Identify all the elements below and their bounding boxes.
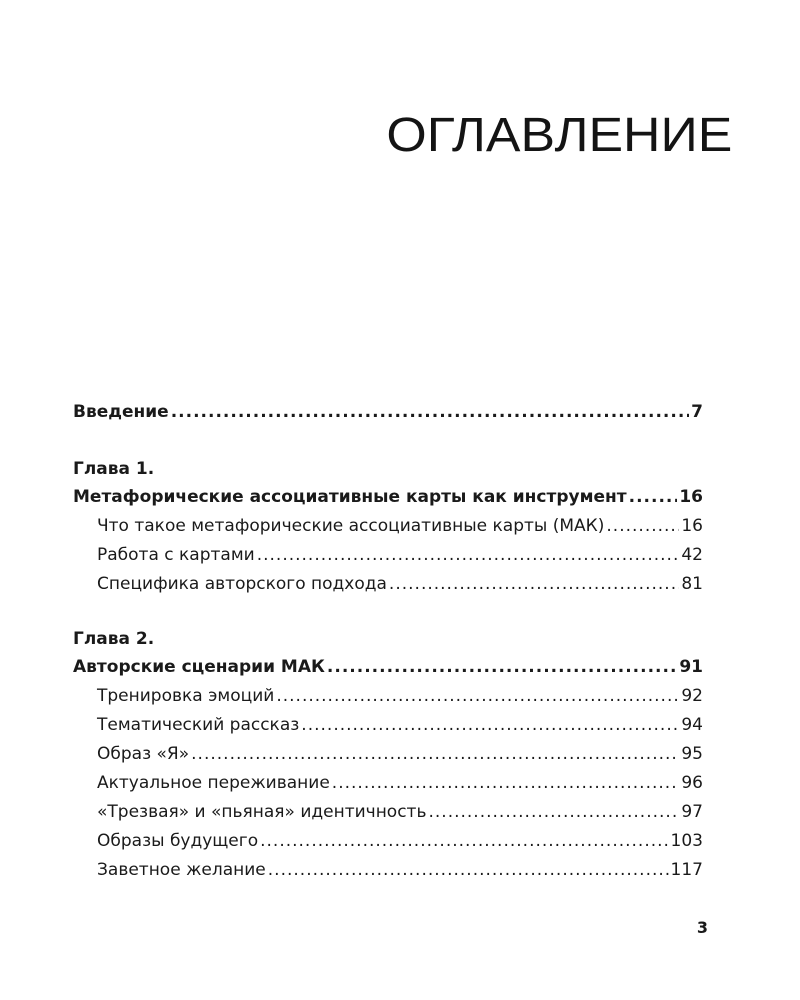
chapter-heading: Глава 1. [73,459,155,479]
toc-entry-page: 16 [681,516,703,536]
toc-entry-section[interactable] [73,711,703,740]
page-number: 3 [696,918,708,937]
toc-entry-page: 103 [670,831,703,851]
toc-entry-label: Заветное желание [97,860,266,880]
toc-entry-page: 92 [681,686,703,706]
toc-entry-section[interactable] [73,740,703,769]
chapter-heading: Глава 2. [73,629,155,649]
spacer [73,427,703,455]
toc-entry-section[interactable] [73,541,703,570]
toc-entry-label: Что такое метафорические ассоциативные карты (МАК) [97,516,605,536]
toc-entry-chapter-1[interactable] [73,483,703,512]
toc-entry-section[interactable] [73,682,703,711]
toc-entry-section[interactable] [73,856,703,885]
toc-entry-page: 95 [681,744,703,764]
dot-leader [301,711,679,740]
dot-leader [171,398,689,427]
toc-entry-section[interactable] [73,798,703,827]
toc-entry-label: Тематический рассказ [97,715,300,735]
toc-entry-label: Метафорические ассоциативные карты как инструмент [73,487,627,507]
toc-entry-intro[interactable] [73,398,703,427]
page-title: ОГЛАВЛЕНИЕ [386,109,732,162]
toc-entry-label: Работа с картами [97,545,255,565]
toc-entry-label: Авторские сценарии МАК [73,657,325,677]
toc-entry-page: 16 [679,487,703,507]
toc-entry-page: 42 [681,545,703,565]
toc-entry-label: Тренировка эмоций [97,686,275,706]
dot-leader [260,827,668,856]
toc-entry-page: 91 [679,657,703,677]
dot-leader [389,570,679,599]
spacer [73,599,703,625]
toc-entry-label: Введение [73,402,169,422]
dot-leader [428,798,679,827]
toc-entry-page: 117 [670,860,703,880]
dot-leader [268,856,669,885]
dot-leader [257,541,680,570]
toc-entry-section[interactable] [73,827,703,856]
dot-leader [276,682,679,711]
toc-entry-label: Специфика авторского подхода [97,574,387,594]
dot-leader [191,740,679,769]
dot-leader [629,483,678,512]
dot-leader [606,512,679,541]
toc-entry-page: 81 [681,574,703,594]
toc-entry-section[interactable] [73,512,703,541]
dot-leader [327,653,677,682]
toc-entry-label: «Трезвая» и «пьяная» идентичность [97,802,427,822]
toc-entry-page: 7 [691,402,703,422]
toc-entry-label: Актуальное переживание [97,773,330,793]
dot-leader [332,769,680,798]
toc-entry-chapter-2[interactable] [73,653,703,682]
toc-entry-section[interactable] [73,570,703,599]
toc-entry-section[interactable] [73,769,703,798]
toc-entry-page: 96 [681,773,703,793]
toc-entry-label: Образы будущего [97,831,259,851]
toc-entry-page: 94 [681,715,703,735]
table-of-contents [73,398,703,885]
toc-entry-page: 97 [681,802,703,822]
toc-entry-label: Образ «Я» [97,744,190,764]
